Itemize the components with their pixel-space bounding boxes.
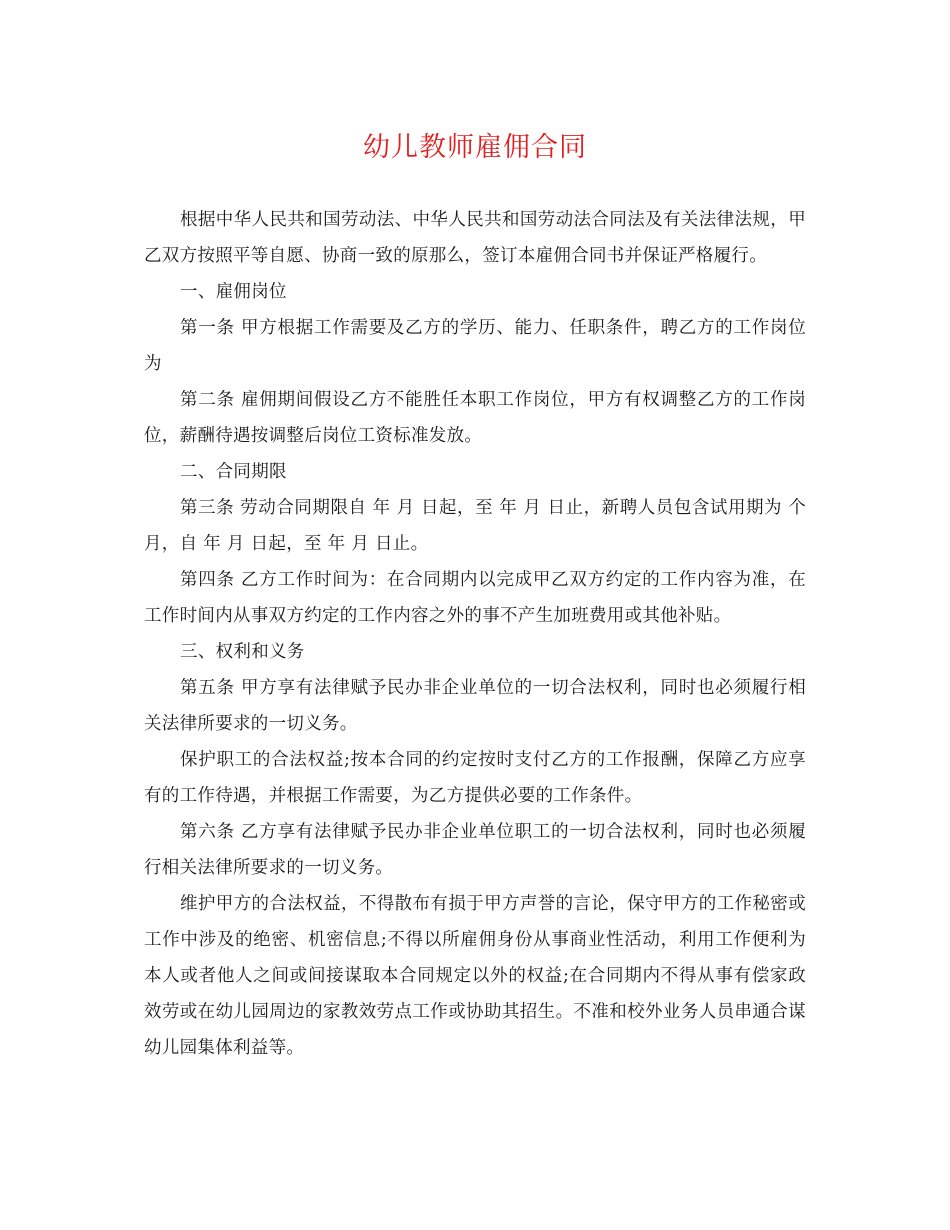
employee-duty-paragraph: 维护甲方的合法权益，不得散布有损于甲方声誉的言论，保守甲方的工作秘密或工作中涉及的绝密、机密信息;不得以所雇佣身份从事商业性活动，利用工作便利为本人或者他人之间或间接谋取本合同规定以外的权益;在合同期内不得从事有偿家政效劳或在幼儿园周边的家教效劳点工作或协助其招生。不准和校外业务人员串通合谋幼儿园集体利益等。 bbox=[144, 894, 806, 1058]
section-heading-post: 一、雇佣岗位 bbox=[180, 282, 287, 302]
article-4-paragraph: 第四条 乙方工作时间为：在合同期内以完成甲乙双方约定的工作内容为准，在工作时间内从事双方约定的工作内容之外的事不产生加班费用或其他补贴。 bbox=[144, 570, 806, 626]
preamble-paragraph: 根据中华人民共和国劳动法、中华人民共和国劳动法合同法及有关法律法规，甲乙双方按照平等自愿、协商一致的原那么，签订本雇佣合同书并保证严格履行。 bbox=[144, 210, 806, 266]
article-5-paragraph: 第五条 甲方享有法律赋予民办非企业单位的一切合法权利，同时也必须履行相关法律所要求的一切义务。 bbox=[144, 678, 806, 734]
article-6-paragraph: 第六条 乙方享有法律赋予民办非企业单位职工的一切合法权利，同时也必须履行相关法律所要求的一切义务。 bbox=[144, 822, 806, 878]
article-2-paragraph: 第二条 雇佣期间假设乙方不能胜任本职工作岗位，甲方有权调整乙方的工作岗位，薪酬待遇按调整后岗位工资标准发放。 bbox=[144, 390, 806, 446]
section-heading-rights: 三、权利和义务 bbox=[180, 642, 305, 662]
article-3-paragraph: 第三条 劳动合同期限自 年 月 日起，至 年 月 日止，新聘人员包含试用期为 个月，自 年 月 日起，至 年 月 日止。 bbox=[144, 498, 806, 554]
article-1-paragraph: 第一条 甲方根据工作需要及乙方的学历、能力、任职条件，聘乙方的工作岗位为 bbox=[144, 318, 806, 374]
document-title: 幼儿教师雇佣合同 bbox=[363, 132, 587, 163]
section-heading-term: 二、合同期限 bbox=[180, 462, 287, 482]
document-body bbox=[144, 202, 806, 1066]
employer-duty-paragraph: 保护职工的合法权益;按本合同的约定按时支付乙方的工作报酬，保障乙方应享有的工作待遇，并根据工作需要，为乙方提供必要的工作条件。 bbox=[144, 750, 806, 806]
